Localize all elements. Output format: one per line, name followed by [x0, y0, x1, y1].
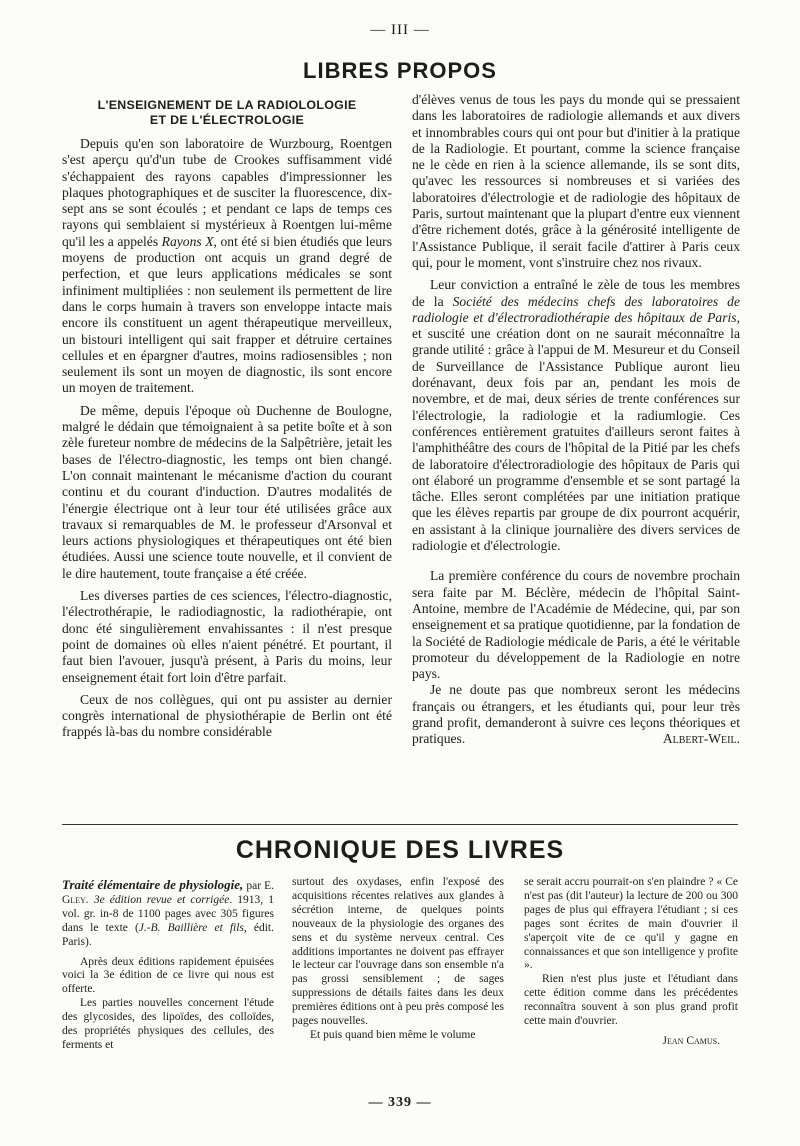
page-number-top: — III —: [370, 22, 430, 38]
book-publisher: J.-B. Baillière et fils: [138, 921, 244, 934]
chronique-paragraph-5: Et puis quand bien même le volume: [310, 1028, 476, 1041]
section-title-chronique-des-livres: CHRONIQUE DES LIVRES: [235, 836, 565, 864]
chronique-signature: Jean Camus.: [662, 1034, 720, 1047]
chronique-paragraph-6: se serait accru pourrait-on s'en plaindre ? « Ce n'est pas (dit l'auteur) la lecture de 200 ou 300 pages de plus qui effrayera l'étudiant ; si ces pages sont écrites de main d'ouvrier il s'aperçoit vite de ce qu'il y gagne en connaissances et que son intelligence y profite ».: [524, 876, 738, 972]
article-title-line1: L'ENSEIGNEMENT DE LA RADIOLOLOGIE: [97, 98, 357, 112]
article-right-column: [412, 92, 740, 748]
article-signature: Albert-Weil.: [662, 731, 740, 747]
section-title-libres-propos: LIBRES PROPOS: [303, 58, 497, 83]
article-title-line2: ET DE L'ÉLECTROLOGIE: [149, 113, 305, 127]
article-paragraph-4: Ceux de nos collègues, qui ont pu assister au dernier congrès international de physiothérapie de Berlin ont été frappés là-bas du nombre considérable: [62, 691, 392, 740]
chronique-column-1: [62, 878, 274, 1053]
article-paragraph-5: d'élèves venus de tous les pays du monde qui se pressaient dans les laboratoires de radiologie allemands et aux divers et innombrables cours qui ont pour but d'initier à la pratique de la Radiologie. Et pourtant, comme la science française ne le cède en rien à la science allemande, ils se sont dits, qu'avec les ressources si nombreuses et si variées des laboratoires d'électrologie et de radiologie des hôpitaux de Paris, surtout maintenant que la plupart d'entre eux viennent d'être richement dotés, grâce à la générosité intelligente de l'Assistance Publique, il serait facile d'attirer à Paris ceux qui, pour le moment, vont s'instruire chez nos rivaux.: [412, 92, 740, 270]
chronique-paragraph-7: Rien n'est plus juste et l'étudiant dans cette édition comme dans les précédentes reconnaîtra souvent à son plus grand profit cette main d'ouvrier.: [524, 973, 738, 1028]
article-paragraph-8: Je ne doute pas que nombreux seront les médecins français ou étrangers, et les étudiants qui, pour leur très grand profit, demanderont à suivre ces leçons théoriques et pratiques. Albert-Weil.: [412, 682, 740, 747]
article-paragraph-6: Leur conviction a entraîné le zèle de tous les membres de la Société des médecins chefs des laboratoires de radiologie et d'électroradiothérapie des hôpitaux de Paris, et suscité une création dont on ne saurait méconnaître la grande utilité : grâce à l'appui de M. Mesureur et du Conseil de Surveillance de l'Assistance Publique auront lieu dorénavant, deux fois par an, pendant les mois de novembre, et de mai, deux séries de trente conférences sur l'électrologie, la radiologie et la radiumlogie. Ces conférences entièrement gratuites d'ailleurs seront faites à l'amphithéâtre des cours de l'hôpital de la Pitié par les chefs de laboratoire d'électroradiologie des hôpitaux de Paris qui ont élaboré un programme d'ensemble et se sont partagé la tâche. Elles seront complétées par une initiation pratique que les élèves repartis par groupe de dix pourront acquérir, en assistant à la clinique journalière des divers services de radiologie et d'électrologie.: [412, 277, 740, 554]
article-paragraph-1: Depuis qu'en son laboratoire de Wurzbourg, Roentgen s'est aperçu qu'd'un tube de Crookes suffisamment vidé s'échappaient des rayons capables d'impressionner les plaques photographiques et de susciter la fluorescence, dix-sept ans se sont écoulés ; et pendant ce laps de temps ces rayons qui semblaient si mystérieux à Roentgen lui-même qu'il les a appelés Rayons X, ont été si bien étudiés que leurs moyens de production ont acquis un grand degré de perfection, et que leurs applications médicales se sont infiniment multipliées : non seulement ils permettent de lire dans le corps humain à travers son enveloppe intacte mais encore ils constituent un agent thérapeutique merveilleux, un bistouri intelligent qui sait frapper et détruire certaines cellules et en épargner d'autres, moins radiosensibles ; non seulement ils sont un moyen de diagnostic, ils sont encore un moyen de traitement.: [62, 136, 392, 396]
book-author: E. Gley: [62, 880, 274, 906]
section-divider: [62, 824, 738, 825]
chronique-paragraph-4: surtout des oxydases, enfin l'exposé des acquisitions récentes relatives aux glandes à sécrétion interne, de quelques points nouveaux de la physiologie des organes des sens et du système nerveux central. Ces additions importantes ne doivent pas effrayer le lecteur car l'ouvrage dans son ensemble n'a pas grossi sensiblement ; de sages suppressions de détails faites dans les deux premières éditions ont à peu près composé les pages nouvelles.: [292, 876, 504, 1028]
chronique-column-3: [524, 876, 738, 1049]
book-title: Traité élémentaire de physiologie,: [62, 877, 244, 892]
article-left-column: [62, 98, 392, 741]
page-number-bottom: — 339 —: [368, 1095, 432, 1110]
book-reference: Traité élémentaire de physiologie, par E. Gley. 3e édition revue et corrigée. 1913, 1 vol. gr. in-8 de 1100 pages avec 305 figures dans le texte (J.-B. Baillière et fils, édit. Paris).: [62, 877, 274, 948]
chronique-column-2: [292, 876, 504, 1043]
chronique-paragraph-2: Après deux éditions rapidement épuisées voici la 3e édition de ce livre qui nous est offerte.: [62, 955, 274, 996]
article-paragraph-2: De même, depuis l'époque où Duchenne de Boulogne, malgré le dédain que témoignaient à sa petite boîte et à son zèle fureteur nombre de médecins de la Salpêtrière, jetait les bases de l'électro-diagnostic, les temps ont bien changé. L'on connait maintenant le mécanisme d'action du courant continu et du courant d'induction. D'autres modalités de l'énergie électrique ont à leur tour été utilisées grâce aux travaux si remarquables de M. le professeur d'Arsonval et leurs actions physiologiques et thérapeutiques ont été bien étudiées. Aussi une science toute nouvelle, et il convient de le dire hautement, toute française a été créée.: [62, 402, 392, 581]
chronique-paragraph-3: Les parties nouvelles concernent l'étude des glycosides, des lipoïdes, des colloïdes, des propriétés physiques des cellules, des ferments et: [62, 997, 274, 1051]
article-title: [62, 98, 392, 128]
article-paragraph-3: Les diverses parties de ces sciences, l'électro-diagnostic, l'électrothérapie, le radiodiagnostic, la radiothérapie, ont donc été singulièrement envahissantes : il n'est presque point de domaines où elles n'aient pénétré. Et pourtant, il faut bien l'avouer, jusqu'à présent, à Paris du moins, leur enseignement était fort loin d'être parfait.: [62, 588, 392, 685]
article-paragraph-7: La première conférence du cours de novembre prochain sera faite par M. Béclère, médecin de l'hôpital Saint-Antoine, membre de l'Académie de Médecine, qui, par son enseignement et sa pratique quotidienne, par la fondation de la Société de Radiologie médicale de Paris, a été le véritable promoteur du développement de la Radiologie en notre pays.: [412, 568, 741, 682]
